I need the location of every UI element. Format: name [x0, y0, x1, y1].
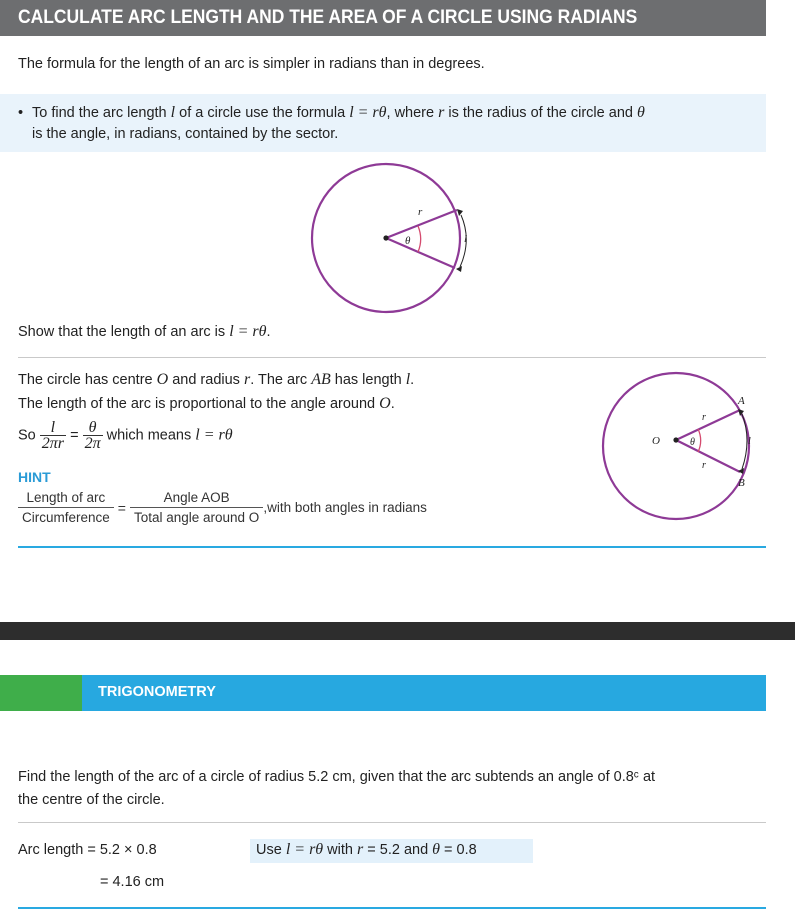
divider	[18, 357, 766, 358]
arrow-head-top	[457, 209, 463, 216]
proof-line-3: So $\frac{l}{2\pi r}$ = $\frac{\theta}{2\pi}$ which means l = rθ	[18, 419, 233, 452]
angle-arc	[418, 226, 421, 252]
page-break-band	[0, 622, 795, 640]
section-header	[82, 675, 766, 711]
section-tab-accent	[0, 675, 82, 711]
label-r-lower: r	[702, 460, 706, 471]
key-point-line-1: • To find the arc length l of a circle use the formula l = rθ, where r is the radius of the circle and θ	[18, 102, 748, 124]
arrow-head-bottom	[456, 266, 462, 272]
label-B: B	[738, 477, 745, 489]
sector-diagram	[300, 160, 480, 320]
arc-length-arrow	[742, 414, 747, 469]
label-r-upper: r	[702, 412, 706, 423]
labelled-sector-diagram	[590, 368, 760, 526]
label-A: A	[738, 395, 745, 407]
hint-fraction-1: $\frac{\text{Length of arc}}{\text{Circumference}}$	[18, 490, 114, 525]
proof-line-1: The circle has centre O and radius r. The arc AB has length l.	[18, 371, 415, 388]
method-note: Use l = rθ with r = 5.2 and θ = 0.8	[250, 839, 533, 863]
arrow-head-bottom	[738, 468, 744, 474]
hint-fraction-2: $\frac{\text{Angle AOB}}{\text{Total angle around O}}$	[130, 490, 263, 525]
circle-outline	[603, 373, 749, 519]
label-r: r	[418, 206, 423, 218]
label-theta: θ	[690, 437, 695, 448]
divider-blue	[18, 907, 766, 909]
key-point-box	[0, 94, 766, 152]
hint-formula: $\frac{\text{Length of arc}}{\text{Circumference}}$ = $\frac{\text{Angle AOB}}{\text{Total angle around O}}$ , with both angles in radians	[18, 490, 427, 525]
fraction-l-over-2pir: $\frac{l}{2\pi r}$	[41, 419, 65, 452]
radius-line-OB	[676, 440, 740, 472]
proof-line-2: The length of the arc is proportional to the angle around O.	[18, 395, 395, 412]
bullet-icon: •	[18, 105, 24, 121]
example-question: Find the length of the arc of a circle of radius 5.2 cm, given that the arc subtends an angle of 0.8ᶜ at the centre of the circle.	[18, 769, 656, 808]
intro-text: The formula for the length of an arc is simpler in radians than in degrees.	[18, 56, 485, 72]
solution-step-1: Arc length = 5.2 × 0.8	[18, 842, 157, 858]
label-O: O	[652, 435, 660, 447]
label-theta: θ	[405, 235, 411, 247]
angle-arc	[698, 429, 701, 452]
label-l: l	[748, 436, 751, 447]
divider	[18, 822, 766, 823]
section-label: TRIGONOMETRY	[98, 684, 216, 700]
example-prompt: Show that the length of an arc is l = rθ.	[18, 323, 271, 340]
radius-line-OA	[676, 410, 740, 440]
label-l: l	[464, 233, 468, 245]
centre-point	[673, 437, 678, 442]
key-point-line-2: is the angle, in radians, contained by the sector.	[32, 126, 339, 142]
divider-blue	[18, 546, 766, 548]
hint-label: HINT	[18, 469, 51, 485]
section-title-bar	[0, 0, 766, 36]
section-title: CALCULATE ARC LENGTH AND THE AREA OF A CIRCLE USING RADIANS	[18, 7, 638, 28]
fraction-theta-over-2pi: $\frac{\theta}{2\pi}$	[84, 419, 101, 452]
centre-point	[383, 235, 388, 240]
solution-step-2: = 4.16 cm	[100, 874, 165, 890]
arc-length-formula: l = rθ	[349, 104, 387, 121]
